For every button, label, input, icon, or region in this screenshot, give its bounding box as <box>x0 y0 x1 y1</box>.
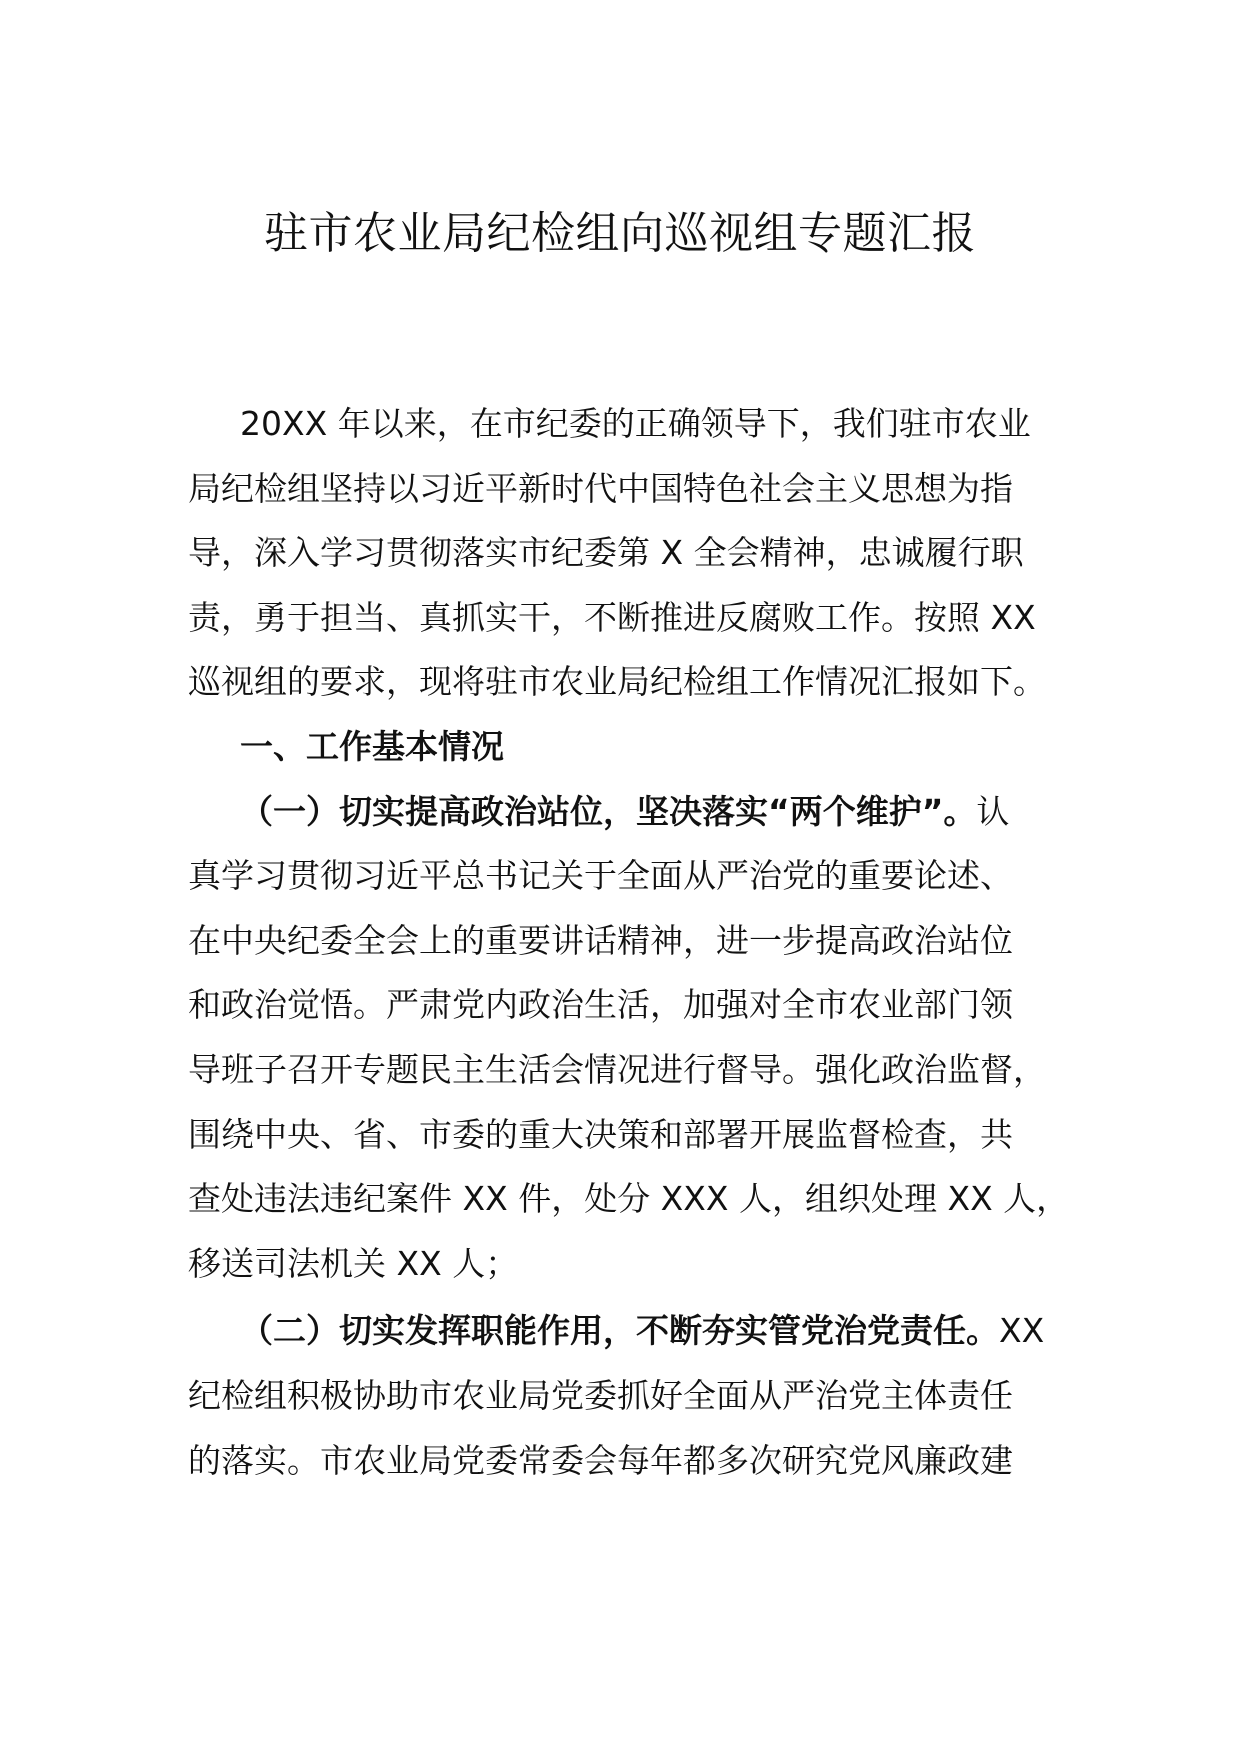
item-two-bold-lead: （二）切实发挥职能作用，不断夯实管党治党责任。 <box>240 1311 999 1351</box>
item-one-line: 移送司法机关 XX 人； <box>188 1243 519 1283</box>
item-one-line: 和政治觉悟。严肃党内政治生活，加强对全市农业部门领 <box>188 985 1013 1025</box>
item-one-bold-lead: （一）切实提高政治站位，坚决落实“两个维护”。 <box>240 791 977 831</box>
item-one-paragraph <box>188 780 1070 1297</box>
item-one-line: 在中央纪委全会上的重要讲话精神，进一步提高政治站位 <box>188 920 1013 960</box>
item-one-first-line <box>188 780 1060 845</box>
intro-line: 责，勇于担当、真抓实干，不断推进反腐败工作。按照 XX <box>188 597 1036 637</box>
item-one-line: 真学习贯彻习近平总书记关于全面从严治党的重要论述、 <box>188 856 1013 896</box>
item-two-first-line-rest: XX <box>999 1311 1045 1351</box>
item-one-line: 查处违法违纪案件 XX 件，处分 XXX 人，组织处理 XX 人， <box>188 1179 1070 1219</box>
item-one-first-line-rest: 认 <box>976 791 1010 831</box>
item-two-line: 纪检组积极协助市农业局党委抓好全面从严治党主体责任 <box>188 1375 1013 1415</box>
document-title: 驻市农业局纪检组向巡视组专题汇报 <box>264 208 976 259</box>
intro-paragraph <box>188 392 1060 715</box>
intro-line: 巡视组的要求，现将驻市农业局纪检组工作情况汇报如下。 <box>188 662 1046 702</box>
item-two-first-line <box>188 1299 1060 1364</box>
document-body <box>188 392 1070 1493</box>
intro-line: 导，深入学习贯彻落实市纪委第 X 全会精神，忠诚履行职 <box>188 533 1024 573</box>
item-two-line: 的落实。市农业局党委常委会每年都多次研究党风廉政建 <box>188 1440 1013 1480</box>
item-one-line: 围绕中央、省、市委的重大决策和部署开展监督检查，共 <box>188 1114 1013 1154</box>
intro-line: 局纪检组坚持以习近平新时代中国特色社会主义思想为指 <box>188 468 1013 508</box>
intro-line: 20XX 年以来，在市纪委的正确领导下，我们驻市农业 <box>240 404 1031 443</box>
section-heading: 一、工作基本情况 <box>240 726 504 766</box>
item-one-line: 导班子召开专题民主生活会情况进行督导。强化政治监督， <box>188 1049 1046 1089</box>
item-two-paragraph <box>188 1299 1060 1493</box>
